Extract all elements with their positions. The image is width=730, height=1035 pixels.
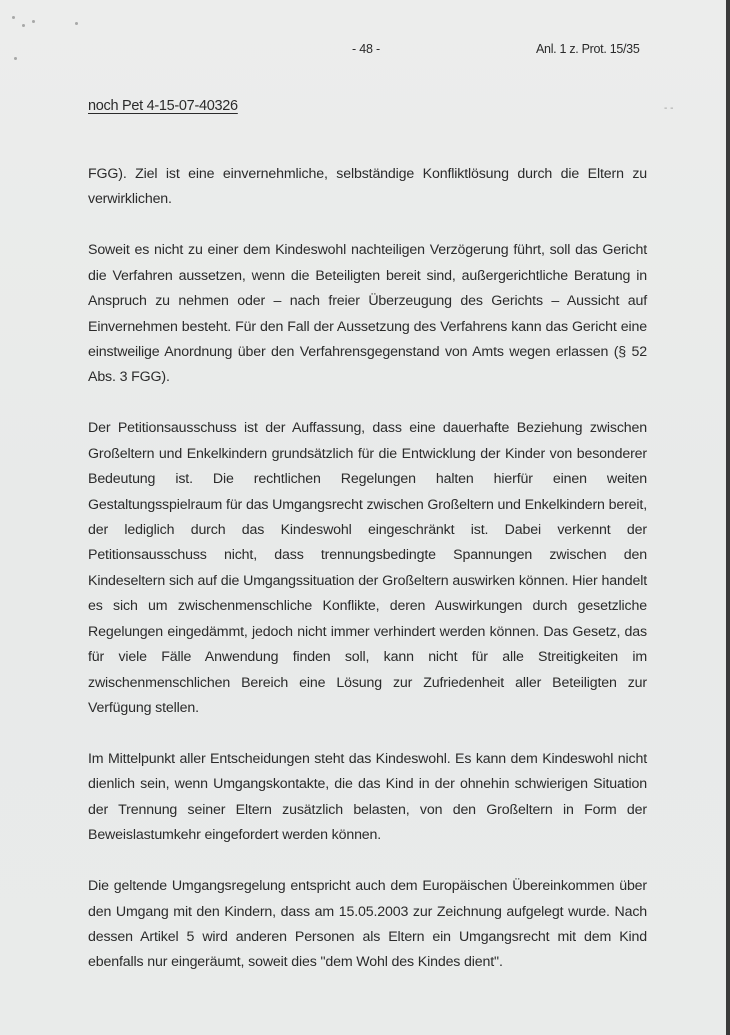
scan-speck [12, 16, 15, 19]
document-body [88, 162, 647, 1001]
petition-reference: noch Pet 4-15-07-40326 [88, 98, 238, 114]
paragraph: Soweit es nicht zu einer dem Kindeswohl nachteiligen Verzögerung führt, soll das Gericht die Verfahren aussetzen, wenn die Beteiligten bereit sind, außergerichtliche Beratung in Anspruch zu nehmen oder – nach freier Überzeugung des Gerichts – Aussicht auf Einvernehmen besteht. Für den Fall der Aussetzung des Verfahrens kann das Gericht eine einstweilige Anordnung über den Verfahrensgegenstand von Amts wegen erlassen (§ 52 Abs. 3 FGG). [88, 242, 647, 386]
paragraph: Die geltende Umgangsregelung entspricht auch dem Europäischen Übereinkommen über den Umgang mit den Kindern, dass am 15.05.2003 zur Zeichnung aufgelegt wurde. Nach dessen Artikel 5 wird anderen Personen als Eltern ein Umgangsrecht mit dem Kind ebenfalls nur eingeräumt, soweit dies "dem Wohl des Kindes dient". [88, 878, 647, 971]
scan-speck [14, 57, 17, 60]
protocol-reference: Anl. 1 z. Prot. 15/35 [536, 42, 640, 56]
paragraph: FGG). Ziel ist eine einvernehmliche, selbständige Konfliktlösung durch die Eltern zu verwirklichen. [88, 166, 647, 208]
scan-speck [32, 20, 35, 23]
scan-speck [22, 24, 25, 27]
scan-edge [726, 0, 730, 1035]
paragraph: Im Mittelpunkt aller Entscheidungen steht das Kindeswohl. Es kann dem Kindeswohl nicht dienlich sein, wenn Umgangskontakte, die das Kind in der ohnehin schwierigen Situation der Trennung seiner Eltern zusätzlich belasten, von den Großeltern in Form der Beweislastumkehr eingefordert werden können. [88, 750, 647, 844]
page-number: - 48 - [352, 42, 380, 56]
margin-mark: - - [664, 103, 674, 114]
paragraph: Der Petitionsausschuss ist der Auffassung, dass eine dauerhafte Beziehung zwischen Großeltern und Enkelkindern grundsätzlich für die Entwicklung der Kinder von besonderer Bedeutung ist. Die rechtlichen Regelungen halten hierfür einen weiten Gestaltungsspielraum für das Umgangsrecht zwischen Großeltern und Enkelkindern bereit, der lediglich durch das Kindeswohl eingeschränkt ist. Dabei verkennt der Petitionsausschuss nicht, dass trennungsbedingte Spannungen zwischen den Kindeseltern sich auf die Umgangssituation der Großeltern auswirken können. Hier handelt es sich um zwischenmenschliche Konflikte, deren Auswirkungen durch gesetzliche Regelungen eingedämmt, jedoch nicht immer verhindert werden können. Das Gesetz, das für viele Fälle Anwendung finden soll, kann nicht für alle Streitigkeiten im zwischenmenschlichen Bereich eine Lösung zur Zufriedenheit aller Beteiligten zur Verfügung stellen. [88, 420, 647, 716]
scan-speck [75, 22, 78, 25]
